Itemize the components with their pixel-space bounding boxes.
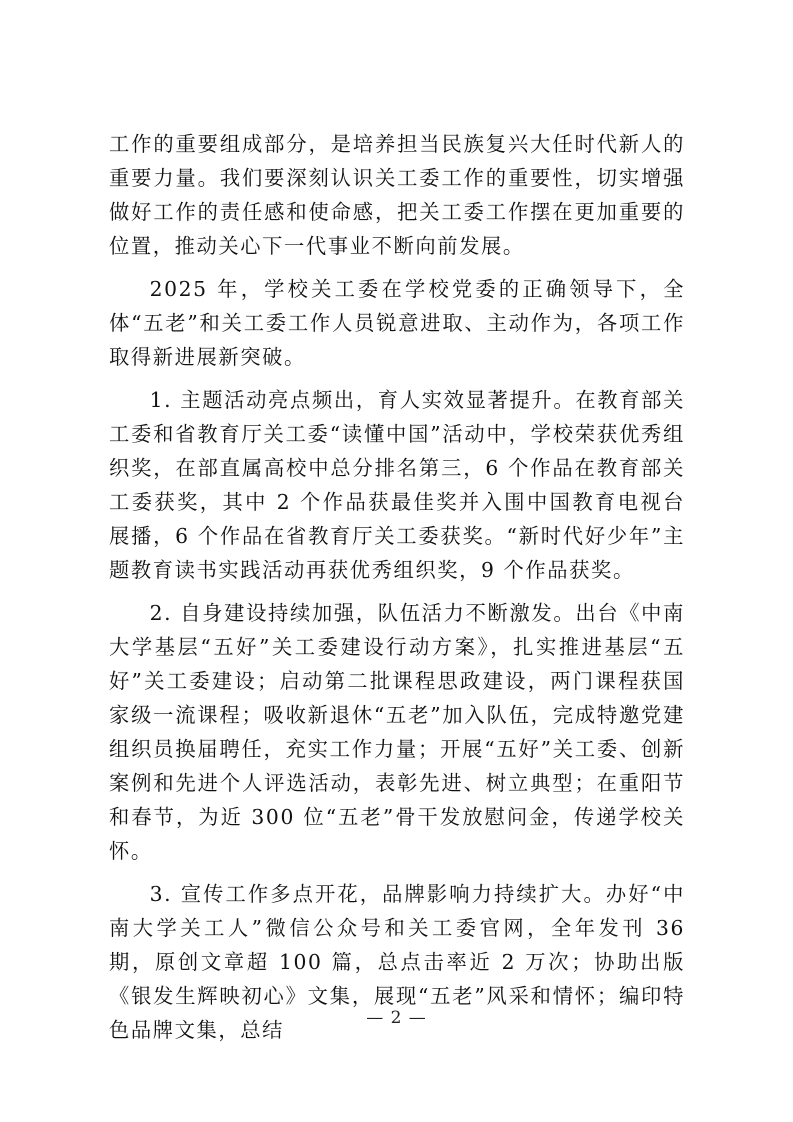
- paragraph-continuation: 工作的重要组成部分，是培养担当民族复兴大任时代新人的重要力量。我们要深刻认识关工委工作的重要性，切实增强做好工作的责任感和使命感，把关工委工作摆在更加重要的位置，推动关心下一代事业不断向前发展。: [109, 132, 685, 258]
- paragraph-item-3: 3. 宣传工作多点开花，品牌影响力持续扩大。办好“中南大学关工人”微信公众号和关工委官网，全年发刊 36 期，原创文章超 100 篇，总点击率近 2 万次；协助出版《银发生辉映初心》文集，展现“五老”风采和情怀；编印特色品牌文集，总结: [109, 882, 685, 1042]
- page-number: — 2 —: [366, 1008, 427, 1028]
- paragraph-item-2: 2. 自身建设持续加强，队伍活力不断激发。出台《中南大学基层“五好”关工委建设行动方案》，扎实推进基层“五好”关工委建设；启动第二批课程思政建设，两门课程获国家级一流课程；吸收新退休“五老”加入队伍，完成特邀党建组织员换届聘任，充实工作力量；开展“五好”关工委、创新案例和先进个人评选活动，表彰先进、树立典型；在重阳节和春节，为近 300 位“五老”骨干发放慰问金，传递学校关怀。: [109, 601, 685, 863]
- document-body: [109, 127, 685, 1056]
- paragraph-item-1: 1. 主题活动亮点频出，育人实效显著提升。在教育部关工委和省教育厅关工委“读懂中国”活动中，学校荣获优秀组织奖，在部直属高校中总分排名第三，6 个作品在教育部关工委获奖，其中 2 个作品获最佳奖并入围中国教育电视台展播，6 个作品在省教育厅关工委获奖。“新时代好少年”主题教育读书实践活动再获优秀组织奖，9 个作品获奖。: [109, 388, 685, 582]
- paragraph-summary-2025: 2025 年，学校关工委在学校党委的正确领导下，全体“五老”和关工委工作人员锐意进取、主动作为，各项工作取得新进展新突破。: [109, 277, 685, 369]
